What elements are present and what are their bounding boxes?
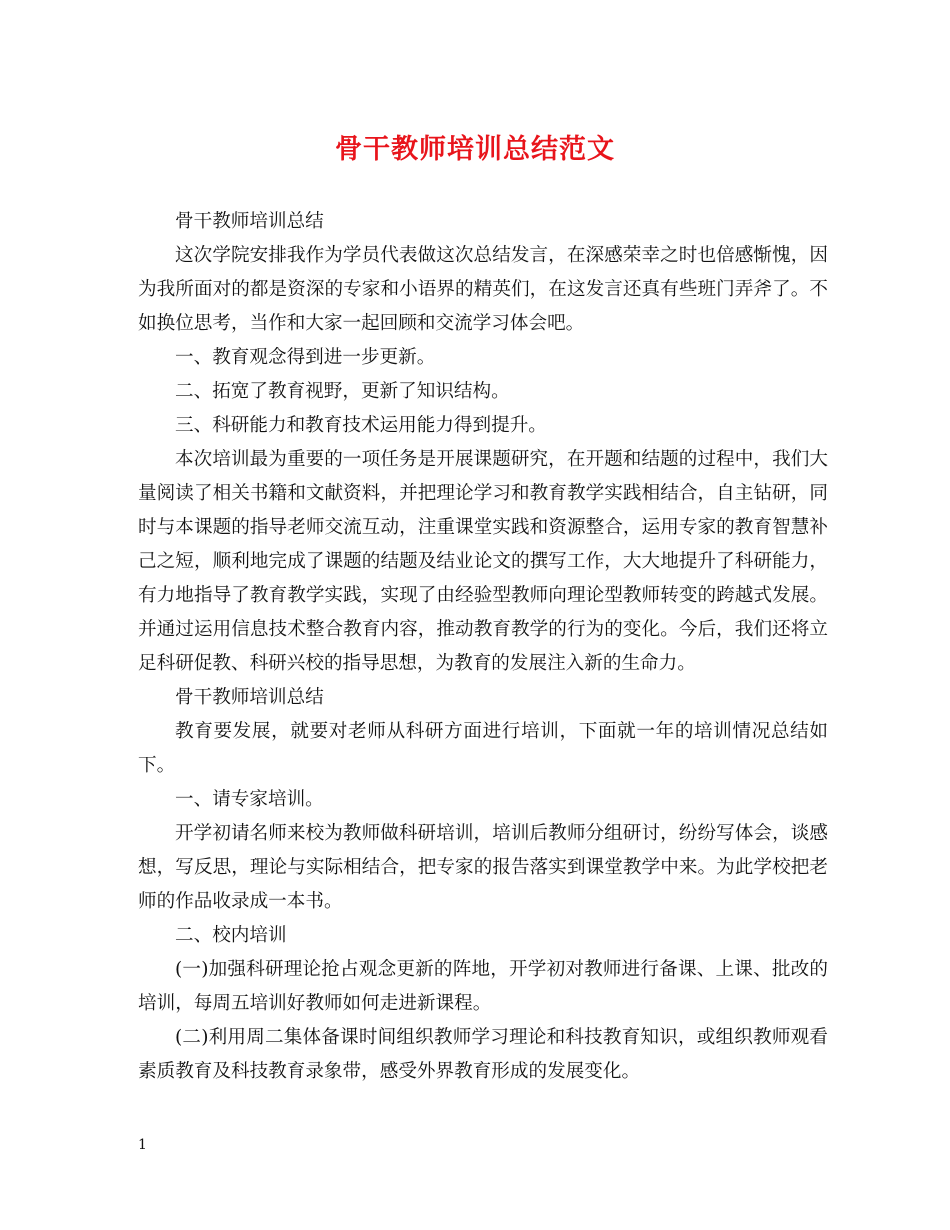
- paragraph: 教育要发展，就要对老师从科研方面进行培训，下面就一年的培训情况总结如下。: [138, 721, 828, 776]
- paragraph: 三、科研能力和教育技术运用能力得到提升。: [175, 415, 547, 436]
- paragraph: 开学初请名师来校为教师做科研培训，培训后教师分组研讨，纷纷写体会，谈感想，写反思，理论与实际相结合，把专家的报告落实到课堂教学中来。为此学校把老师的作品收录成一本书。: [138, 823, 828, 912]
- paragraph: 二、校内培训: [175, 925, 287, 946]
- page-number: 1: [138, 1137, 147, 1153]
- paragraph: 骨干教师培训总结: [175, 687, 324, 708]
- paragraph: 骨干教师培训总结: [175, 211, 324, 232]
- paragraph: 这次学院安排我作为学员代表做这次总结发言，在深感荣幸之时也倍感惭愧，因为我所面对的都是资深的专家和小语界的精英们，在这发言还真有些班门弄斧了。不如换位思考，当作和大家一起回顾和交流学习体会吧。: [138, 245, 828, 334]
- paragraph: (二)利用周二集体备课时间组织教师学习理论和科技教育知识，或组织教师观看素质教育及科技教育录象带，感受外界教育形成的发展变化。: [138, 1027, 828, 1082]
- document-title: 骨干教师培训总结范文: [335, 134, 615, 165]
- paragraph: 二、拓宽了教育视野，更新了知识结构。: [175, 381, 510, 402]
- paragraph: 一、请专家培训。: [175, 789, 324, 810]
- paragraph: 一、教育观念得到进一步更新。: [175, 347, 436, 368]
- paragraph: (一)加强科研理论抢占观念更新的阵地，开学初对教师进行备课、上课、批改的培训，每周五培训好教师如何走进新课程。: [138, 959, 828, 1014]
- document-body: [138, 205, 828, 1089]
- paragraph: 本次培训最为重要的一项任务是开展课题研究，在开题和结题的过程中，我们大量阅读了相关书籍和文献资料，并把理论学习和教育教学实践相结合，自主钻研，同时与本课题的指导老师交流互动，注重课堂实践和资源整合，运用专家的教育智慧补己之短，顺利地完成了课题的结题及结业论文的撰写工作，大大地提升了科研能力，有力地指导了教育教学实践，实现了由经验型教师向理论型教师转变的跨越式发展。并通过运用信息技术整合教育内容，推动教育教学的行为的变化。今后，我们还将立足科研促教、科研兴校的指导思想，为教育的发展注入新的生命力。: [138, 449, 828, 674]
